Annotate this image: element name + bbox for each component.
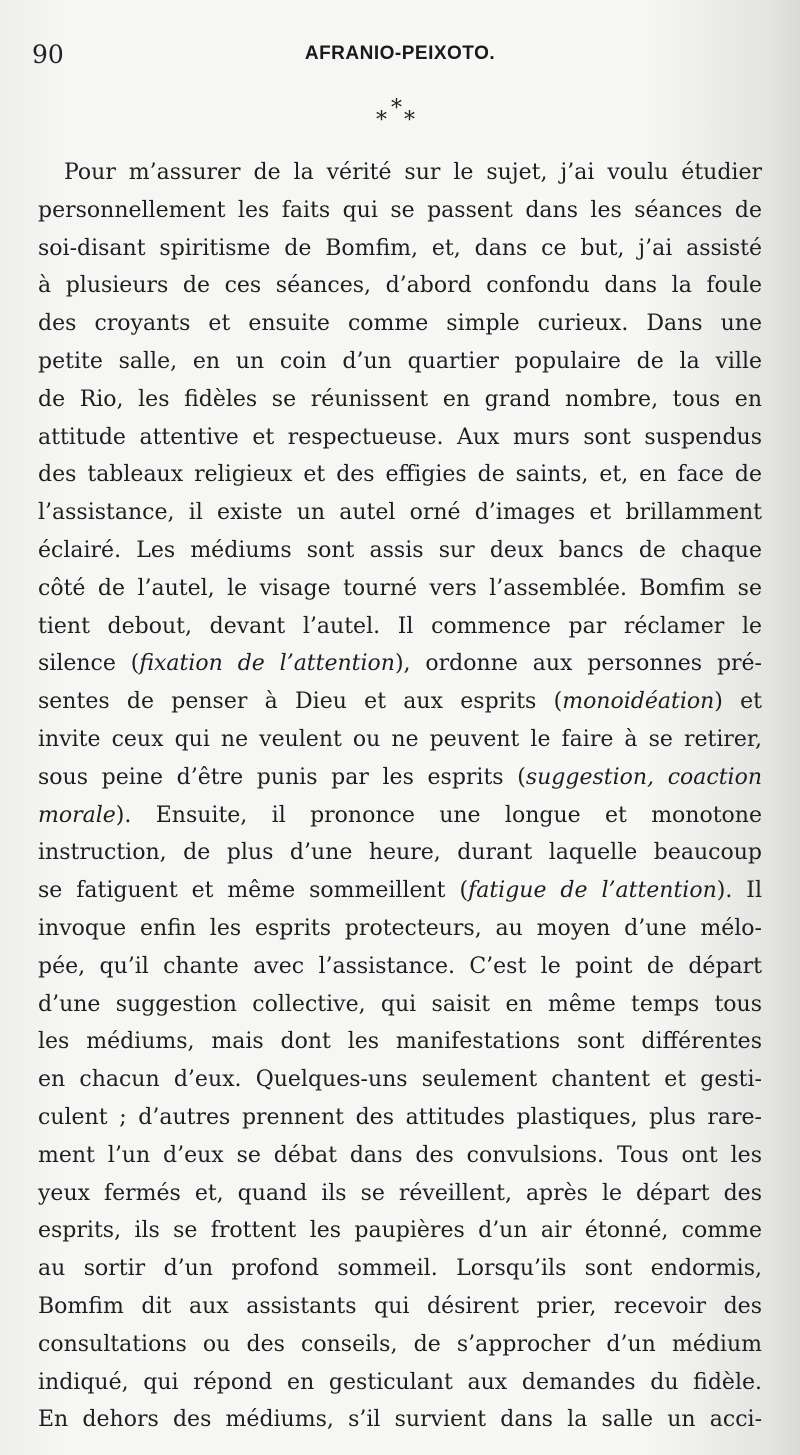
text-line bbox=[38, 570, 762, 608]
text-line bbox=[38, 494, 762, 532]
text-line bbox=[38, 1023, 762, 1061]
text-run: esprits, ils se frottent les paupières d’un air étonné, comme bbox=[38, 1218, 762, 1244]
text-line bbox=[38, 456, 762, 494]
text-line bbox=[38, 1137, 762, 1175]
text-line bbox=[38, 230, 762, 268]
text-run: sentes de penser à Dieu et aux esprits ( bbox=[38, 689, 563, 715]
text-run: attitude attentive et respectueuse. Aux murs sont suspendus bbox=[38, 424, 762, 450]
text-run: pée, qu’il chante avec l’assistance. C’est le point de départ bbox=[38, 953, 762, 979]
text-run: de Rio, les fidèles se réunissent en grand nombre, tous en bbox=[38, 386, 762, 412]
text-line bbox=[38, 910, 762, 948]
text-run: se fatiguent et même sommeillent ( bbox=[38, 878, 469, 904]
text-line bbox=[38, 1401, 762, 1439]
text-line bbox=[38, 683, 762, 721]
text-run: consultations ou des conseils, de s’approcher d’un médium bbox=[38, 1331, 762, 1357]
text-line bbox=[38, 834, 762, 872]
text-run: Bomfim dit aux assistants qui désirent prier, recevoir des bbox=[38, 1293, 762, 1319]
text-run: petite salle, en un coin d’un quartier populaire de la ville bbox=[38, 348, 762, 374]
text-line bbox=[38, 948, 762, 986]
page-header bbox=[30, 40, 770, 72]
text-line bbox=[38, 1099, 762, 1137]
text-run: d’une suggestion collective, qui saisit en même temps tous bbox=[38, 991, 762, 1017]
text-run: ) et bbox=[714, 689, 762, 715]
text-run: l’assistance, il existe un autel orné d’images et brillamment bbox=[38, 500, 762, 526]
italic-text: fatigue de l’attention bbox=[468, 878, 717, 904]
asterisk: * bbox=[376, 108, 387, 133]
asterisk: * bbox=[391, 96, 402, 121]
italic-text: monoidéation bbox=[562, 689, 715, 715]
text-run: en chacun d’eux. Quelques-uns seulement chantent et gesti- bbox=[38, 1067, 762, 1093]
text-line bbox=[38, 1175, 762, 1213]
text-run: soi-disant spiritisme de Bomfim, et, dans ce but, j’ai assisté bbox=[38, 235, 762, 261]
text-line bbox=[38, 721, 762, 759]
text-line bbox=[38, 1061, 762, 1099]
section-asterism bbox=[360, 96, 440, 132]
text-line bbox=[38, 154, 762, 192]
italic-text: morale bbox=[38, 802, 116, 828]
text-run: les médiums, mais dont les manifestations sont différentes bbox=[38, 1029, 762, 1055]
italic-text: fixation de l’attention bbox=[139, 651, 395, 677]
text-run: indiqué, qui répond en gesticulant aux demandes du fidèle. bbox=[38, 1369, 762, 1395]
text-run: éclairé. Les médiums sont assis sur deux bancs de chaque bbox=[38, 537, 762, 563]
text-line bbox=[38, 419, 762, 457]
text-line bbox=[38, 1250, 762, 1288]
text-run: yeux fermés et, quand ils se réveillent, après le départ des bbox=[38, 1180, 762, 1206]
text-run: En dehors des médiums, s’il survient dans la salle un acci- bbox=[38, 1407, 762, 1433]
text-line bbox=[38, 1212, 762, 1250]
body-paragraph bbox=[38, 154, 762, 1439]
text-run: invite ceux qui ne veulent ou ne peuvent le faire à se retirer, bbox=[38, 726, 762, 752]
text-line bbox=[38, 872, 762, 910]
text-line bbox=[38, 381, 762, 419]
text-line bbox=[38, 608, 762, 646]
text-line bbox=[38, 305, 762, 343]
text-line bbox=[38, 797, 762, 835]
text-run: ment l’un d’eux se débat dans des convulsions. Tous ont les bbox=[38, 1142, 762, 1168]
text-run: à plusieurs de ces séances, d’abord confondu dans la foule bbox=[38, 273, 762, 299]
text-line bbox=[38, 532, 762, 570]
text-run: des croyants et ensuite comme simple curieux. Dans une bbox=[38, 311, 762, 337]
asterisk: * bbox=[404, 108, 415, 133]
text-run: ). Il bbox=[716, 878, 763, 904]
text-line bbox=[38, 1364, 762, 1402]
text-line bbox=[38, 645, 762, 683]
text-run: des tableaux religieux et des effigies de saints, et, en face de bbox=[38, 462, 762, 488]
text-line bbox=[38, 267, 762, 305]
text-run: invoque enfin les esprits protecteurs, au moyen d’une mélo- bbox=[38, 915, 762, 941]
text-line bbox=[38, 343, 762, 381]
text-run: silence ( bbox=[38, 651, 140, 677]
running-head: AFRANIO-PEIXOTO. bbox=[304, 43, 496, 64]
text-run: personnellement les faits qui se passent dans les séances de bbox=[38, 197, 762, 223]
text-run: culent ; d’autres prennent des attitudes plastiques, plus rare- bbox=[38, 1104, 762, 1130]
text-line bbox=[38, 192, 762, 230]
text-run: tient debout, devant l’autel. Il commence par réclamer le bbox=[38, 613, 762, 639]
text-line bbox=[38, 759, 762, 797]
text-run: ). Ensuite, il prononce une longue et monotone bbox=[115, 802, 762, 828]
text-line bbox=[38, 986, 762, 1024]
text-run: sous peine d’être punis par les esprits ( bbox=[38, 764, 526, 790]
text-run: instruction, de plus d’une heure, durant laquelle beaucoup bbox=[38, 840, 762, 866]
text-line bbox=[38, 1288, 762, 1326]
text-run: côté de l’autel, le visage tourné vers l’assemblée. Bomfim se bbox=[38, 575, 762, 601]
page-number: 90 bbox=[32, 40, 64, 69]
text-line bbox=[38, 1326, 762, 1364]
text-run: ), ordonne aux personnes pré- bbox=[394, 651, 762, 677]
text-run: au sortir d’un profond sommeil. Lorsqu’ils sont endormis, bbox=[38, 1256, 762, 1282]
italic-text: suggestion, coaction bbox=[525, 764, 762, 790]
text-run: Pour m’assurer de la vérité sur le sujet, j’ai voulu étudier bbox=[64, 160, 762, 185]
